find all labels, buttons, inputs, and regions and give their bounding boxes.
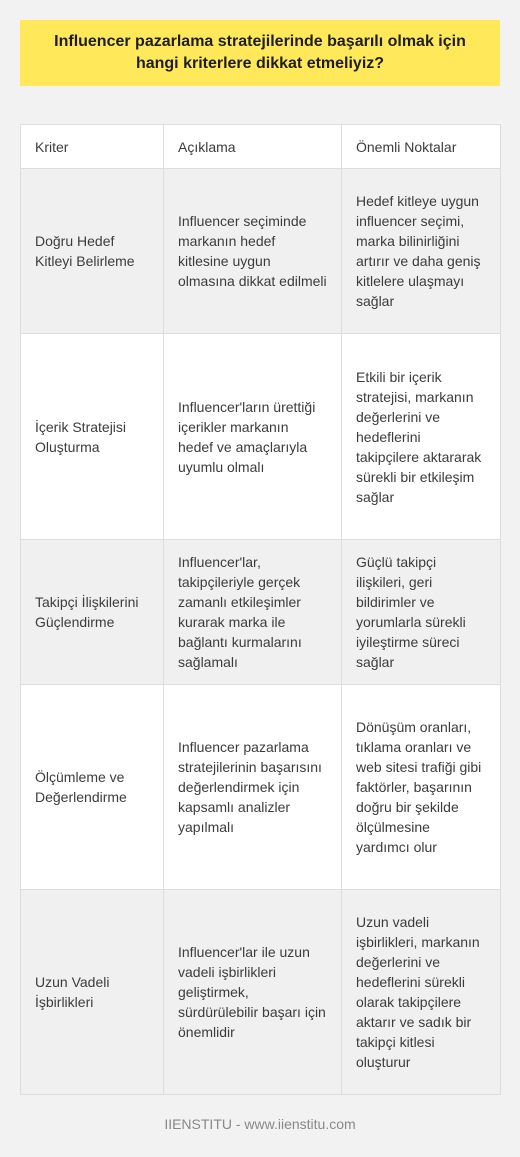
cell-criterion: Uzun Vadeli İşbirlikleri [21, 890, 164, 1095]
cell-description: Influencer'lar, takipçileriyle gerçek zamanlı etkileşimler kurarak marka ile bağlantı kurmalarını sağlamalı [164, 540, 342, 685]
cell-criterion: Doğru Hedef Kitleyi Belirleme [21, 169, 164, 334]
title-banner [20, 20, 500, 86]
cell-description: Influencer seçiminde markanın hedef kitlesine uygun olmasına dikkat edilmeli [164, 169, 342, 334]
cell-notes: Etkili bir içerik stratejisi, markanın değerlerini ve hedeflerini takipçilere aktararak sürekli bir etkileşim sağlar [342, 334, 501, 540]
table-row [21, 169, 501, 334]
table-row [21, 540, 501, 685]
column-header-description: Açıklama [164, 125, 342, 169]
table-header-row [21, 125, 501, 169]
cell-notes: Güçlü takipçi ilişkileri, geri bildirimler ve yorumlarla sürekli iyileştirme süreci sağlar [342, 540, 501, 685]
page-title: Influencer pazarlama stratejilerinde başarılı olmak için hangi kriterlere dikkat etmeliyiz? [54, 33, 466, 72]
cell-criterion: İçerik Stratejisi Oluşturma [21, 334, 164, 540]
cell-notes: Hedef kitleye uygun influencer seçimi, marka bilinirliğini artırır ve daha geniş kitlelere ulaşmayı sağlar [342, 169, 501, 334]
table-row [21, 334, 501, 540]
table-row [21, 685, 501, 890]
cell-criterion: Takipçi İlişkilerini Güçlendirme [21, 540, 164, 685]
cell-description: Influencer'ların ürettiği içerikler markanın hedef ve amaçlarıyla uyumlu olmalı [164, 334, 342, 540]
cell-notes: Uzun vadeli işbirlikleri, markanın değerlerini ve hedeflerini sürekli olarak takipçilere aktarır ve sadık bir takipçi kitlesi oluşturur [342, 890, 501, 1095]
column-header-notes: Önemli Noktalar [342, 125, 501, 169]
cell-criterion: Ölçümleme ve Değerlendirme [21, 685, 164, 890]
column-header-criterion: Kriter [21, 125, 164, 169]
cell-description: Influencer pazarlama stratejilerinin başarısını değerlendirmek için kapsamlı analizler yapılmalı [164, 685, 342, 890]
table-row [21, 890, 501, 1095]
criteria-table [20, 124, 501, 1095]
cell-description: Influencer'lar ile uzun vadeli işbirlikleri geliştirmek, sürdürülebilir başarı için önemlidir [164, 890, 342, 1095]
cell-notes: Dönüşüm oranları, tıklama oranları ve web sitesi trafiği gibi faktörler, başarının doğru bir şekilde ölçülmesine yardımcı olur [342, 685, 501, 890]
footer-credit: IIENSTITU - www.iienstitu.com [164, 1116, 356, 1132]
